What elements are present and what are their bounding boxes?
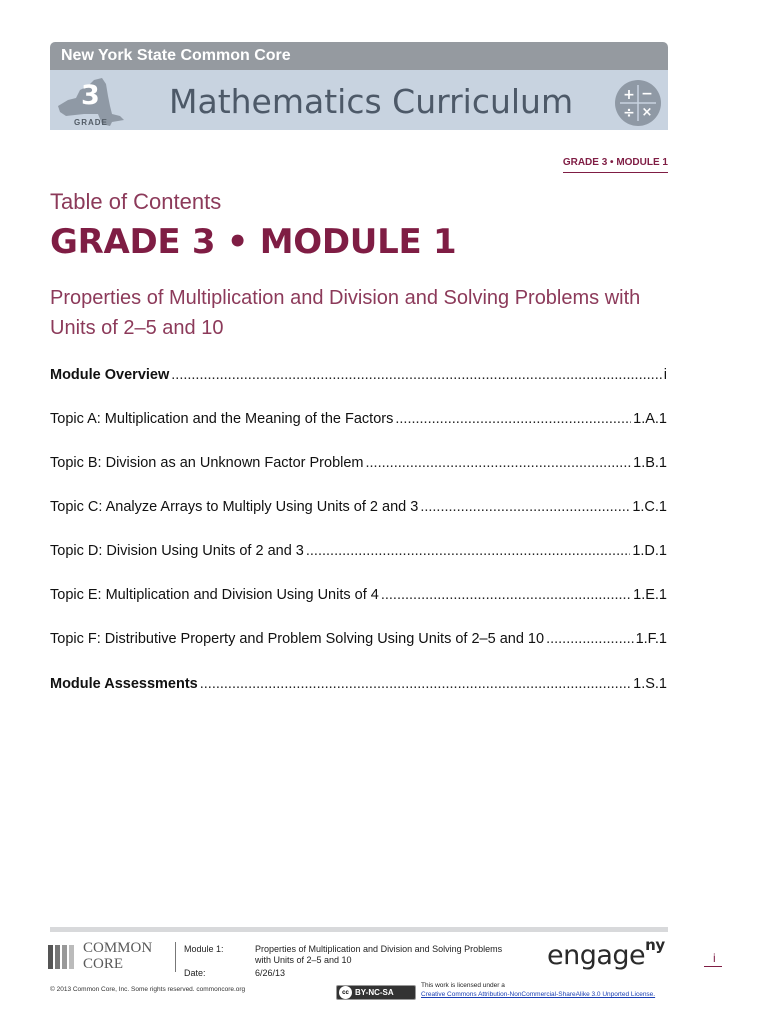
toc-leader [381,587,631,603]
footer-divider [175,942,176,972]
module-tag: GRADE 3 • MODULE 1 [562,157,668,168]
toc-page: 1.S.1 [633,676,667,692]
module-subtitle: Properties of Multiplication and Division and Solving Problems with Units of 2–5 and 10 [50,287,641,339]
toc-entry-topic-c[interactable] [50,499,667,519]
toc-leader [200,676,631,692]
svg-text:÷: ÷ [623,105,635,121]
ny-text: ny [645,936,665,954]
toc-entry-topic-a[interactable] [50,411,667,431]
license-text: This work is licensed under a [421,982,505,989]
toc-label: Module Assessments [50,676,198,692]
copyright-text: © 2013 Common Core, Inc. Some rights reserved. commoncore.org [50,986,246,993]
creative-commons-badge[interactable] [336,985,416,1000]
license-link[interactable]: Creative Commons Attribution-NonCommercial-ShareAlike 3.0 Unported License. [421,991,656,998]
toc-leader [420,499,630,515]
toc-label: Topic F: Distributive Property and Problem Solving Using Units of 2–5 and 10 [50,631,545,647]
logo-line-2: CORE [83,956,124,972]
toc-entry-topic-b[interactable] [50,455,667,475]
page-title: GRADE 3 • MODULE 1 [50,222,457,262]
toc-label: Module Overview [50,367,170,383]
engage-ny-logo [547,936,665,971]
toc-entry-topic-e[interactable] [50,587,667,607]
toc-page: 1.C.1 [632,499,667,515]
toc-leader [171,367,662,383]
module-value-line-1: Properties of Multiplication and Division and Solving Problems [255,944,503,954]
state-label: New York State Common Core [61,47,291,64]
module-value [255,944,525,966]
svg-text:+: + [623,87,635,103]
toc-entry-topic-d[interactable] [50,543,667,563]
toc-entry-module-overview[interactable] [50,367,667,387]
module-value-line-2: with Units of 2–5 and 10 [255,955,352,965]
toc-page: 1.F.1 [635,631,667,647]
common-core-logo-icon [48,943,80,971]
curriculum-banner [50,70,668,130]
toc-label: Topic E: Multiplication and Division Using Units of 4 [50,587,379,603]
toc-page: 1.E.1 [633,587,667,603]
toc-entry-topic-f[interactable] [50,631,667,651]
common-core-logo-text [83,940,152,972]
toc-leader [366,455,632,471]
engage-text: engage [547,940,646,971]
toc-entry-module-assessments[interactable] [50,676,667,696]
grade-word: GRADE [74,118,108,127]
cc-badge-label: BY-NC-SA [355,988,394,997]
toc-page: 1.A.1 [633,411,667,427]
math-operations-icon [614,79,662,127]
svg-text:−: − [641,86,653,102]
page-number: i [713,951,716,965]
toc-label: Topic D: Division Using Units of 2 and 3 [50,543,304,559]
page-number-underline [704,966,722,967]
svg-text:×: × [641,105,653,120]
toc-page: 1.B.1 [633,455,667,471]
module-tag-underline [563,172,668,173]
module-label: Module 1: [184,944,224,954]
date-label: Date: [184,968,206,978]
toc-heading: Table of Contents [50,189,222,214]
toc-label: Topic A: Multiplication and the Meaning of the Factors [50,411,394,427]
toc-label: Topic C: Analyze Arrays to Multiply Using Units of 2 and 3 [50,499,419,515]
state-banner [50,42,668,70]
toc-page: i [663,367,667,383]
footer-rule [50,927,668,932]
cc-icon: cc [339,986,352,999]
toc-leader [546,631,634,647]
logo-line-1: COMMON [83,940,153,956]
toc-leader [395,411,631,427]
toc-leader [306,543,630,559]
ny-state-map-icon [54,76,126,128]
toc-page: 1.D.1 [632,543,667,559]
grade-number: 3 [81,80,100,111]
date-value: 6/26/13 [255,968,286,978]
toc-label: Topic B: Division as an Unknown Factor Problem [50,455,364,471]
curriculum-title: Mathematics Curriculum [169,82,574,121]
